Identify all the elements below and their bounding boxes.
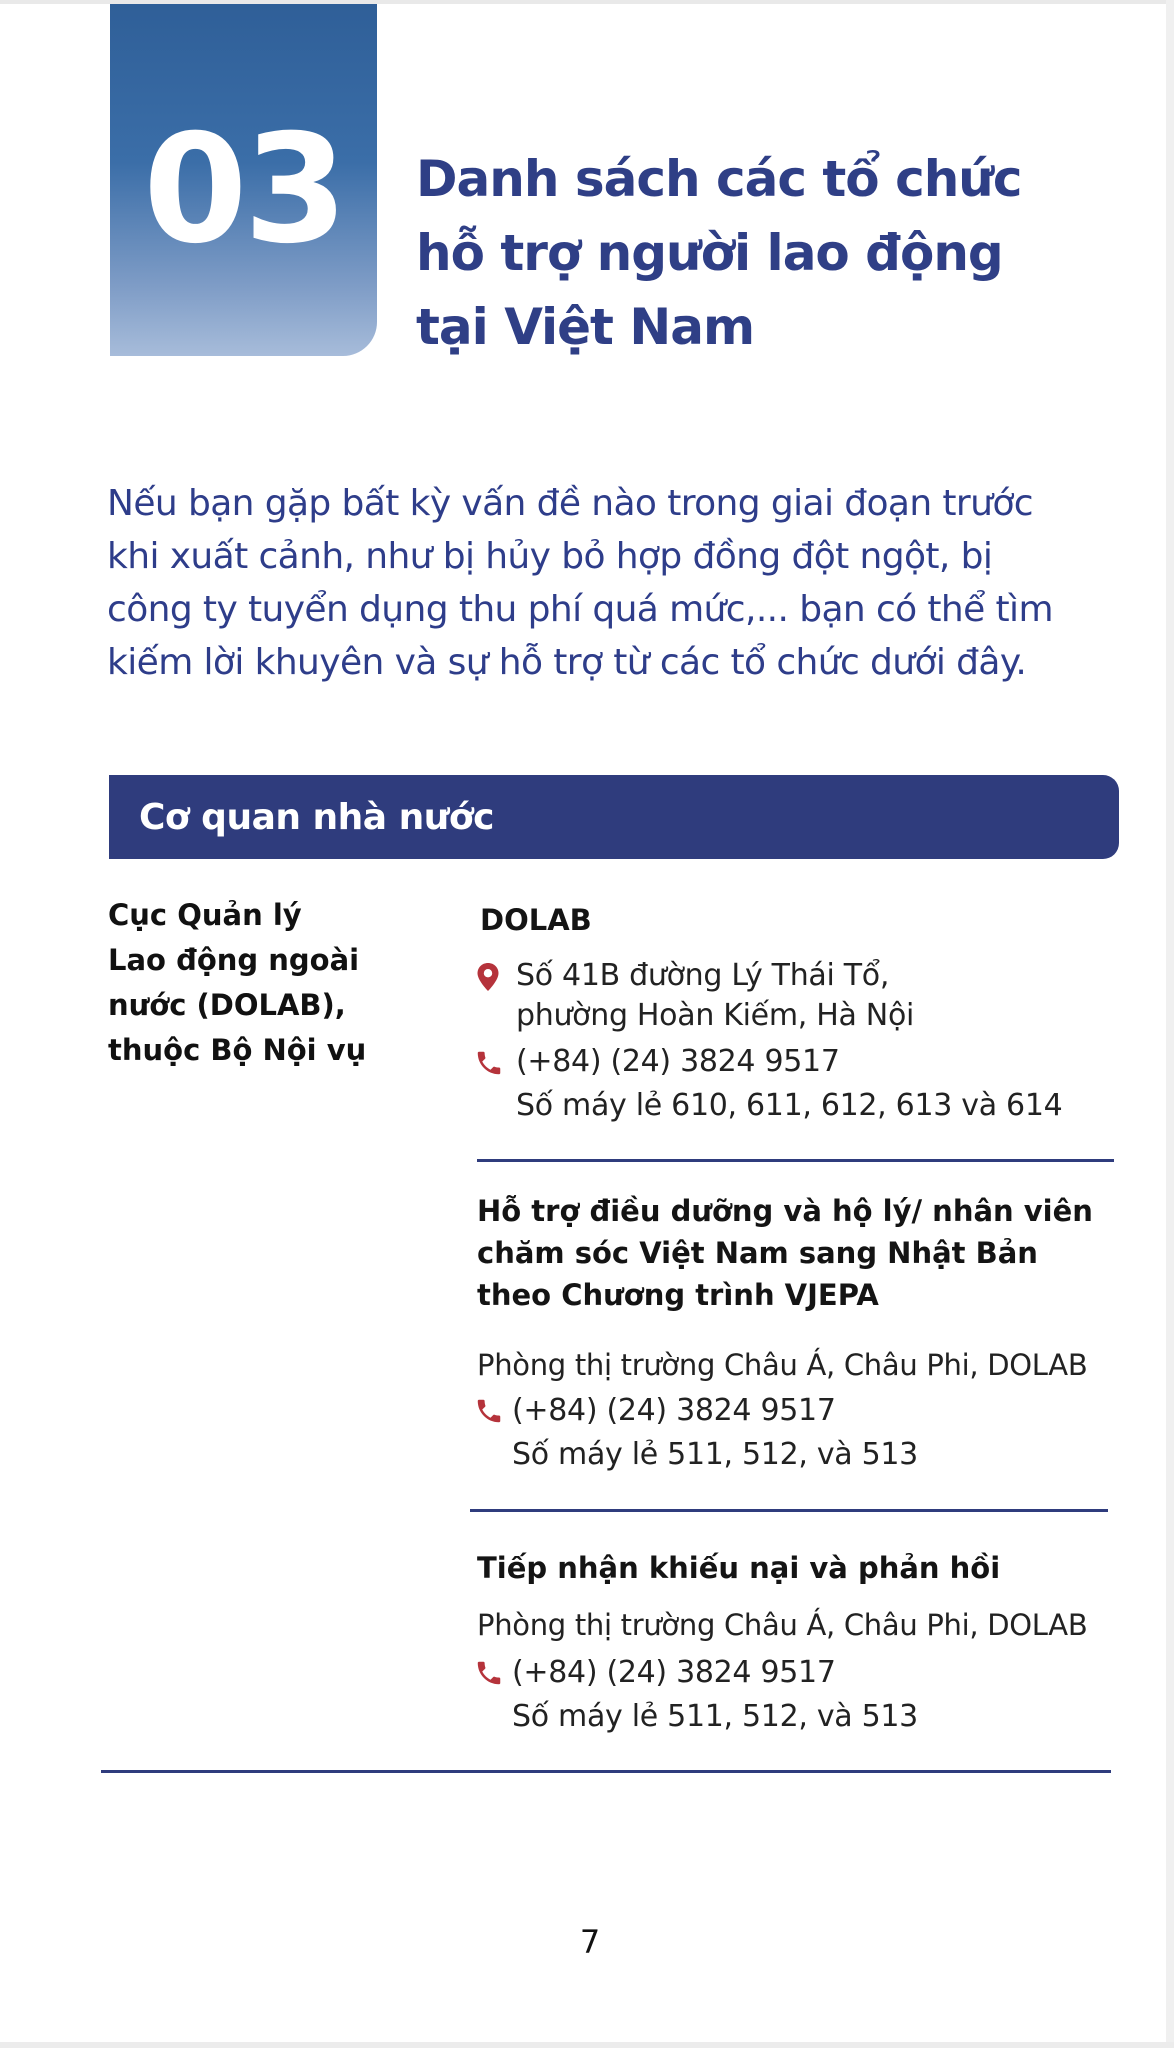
section-title-line: tại Việt Nam xyxy=(416,298,755,356)
section-divider xyxy=(101,1770,1111,1773)
phone-extension: Số máy lẻ 511, 512, và 513 xyxy=(512,1699,918,1734)
phone-extension: Số máy lẻ 511, 512, và 513 xyxy=(512,1437,918,1472)
page-right-edge xyxy=(1166,0,1174,2048)
page-number: 7 xyxy=(579,1923,601,1961)
category-label: Cơ quan nhà nước xyxy=(139,796,494,838)
entry-title xyxy=(480,900,592,940)
entry-title-line: Tiếp nhận khiếu nại và phản hồi xyxy=(477,1551,1001,1585)
category-banner xyxy=(109,775,1119,859)
organization-name xyxy=(108,893,408,1073)
address-line: phường Hoàn Kiếm, Hà Nội xyxy=(516,998,915,1033)
entry-title-line: theo Chương trình VJEPA xyxy=(477,1278,879,1312)
phone-extension: Số máy lẻ 610, 611, 612, 613 và 614 xyxy=(516,1088,1063,1123)
department: Phòng thị trường Châu Á, Châu Phi, DOLAB xyxy=(477,1348,1088,1382)
organization-name-line: thuộc Bộ Nội vụ xyxy=(108,1033,367,1067)
address xyxy=(516,956,914,1036)
phone-number[interactable]: (+84) (24) 3824 9517 xyxy=(512,1393,836,1428)
phone-number[interactable]: (+84) (24) 3824 9517 xyxy=(512,1655,836,1690)
section-number: 03 xyxy=(143,103,344,277)
section-number-tile xyxy=(110,4,377,356)
intro-line: công ty tuyển dụng thu phí quá mức,... bạn có thể tìm xyxy=(107,589,1053,630)
intro-line: kiếm lời khuyên và sự hỗ trợ từ các tổ chức dưới đây. xyxy=(107,642,1027,683)
entry-divider xyxy=(477,1159,1114,1162)
entry-title xyxy=(477,1190,1093,1316)
intro-paragraph xyxy=(107,477,1117,689)
phone-icon xyxy=(474,1396,504,1426)
organization-name-line: Lao động ngoài xyxy=(108,943,360,977)
location-pin-icon xyxy=(476,962,500,992)
intro-line: Nếu bạn gặp bất kỳ vấn đề nào trong giai đoạn trước xyxy=(107,483,1033,524)
entry-divider xyxy=(470,1509,1108,1512)
phone-icon xyxy=(474,1658,504,1688)
organization-name-line: nước (DOLAB), xyxy=(108,988,346,1022)
organization-name-line: Cục Quản lý xyxy=(108,898,302,932)
entry-title xyxy=(477,1547,1000,1589)
section-title-line: hỗ trợ người lao động xyxy=(416,224,1003,282)
intro-line: khi xuất cảnh, như bị hủy bỏ hợp đồng đột ngột, bị xyxy=(107,536,993,577)
entry-title-line: Hỗ trợ điều dưỡng và hộ lý/ nhân viên xyxy=(477,1194,1093,1228)
department: Phòng thị trường Châu Á, Châu Phi, DOLAB xyxy=(477,1608,1088,1642)
address-line: Số 41B đường Lý Thái Tổ, xyxy=(516,958,890,993)
page-bottom-edge xyxy=(0,2042,1174,2048)
entry-title-line: DOLAB xyxy=(480,903,592,937)
phone-icon xyxy=(474,1048,504,1078)
phone-number[interactable]: (+84) (24) 3824 9517 xyxy=(516,1044,840,1079)
section-title xyxy=(416,142,1136,364)
section-title-line: Danh sách các tổ chức xyxy=(416,150,1022,208)
entry-title-line: chăm sóc Việt Nam sang Nhật Bản xyxy=(477,1236,1038,1270)
